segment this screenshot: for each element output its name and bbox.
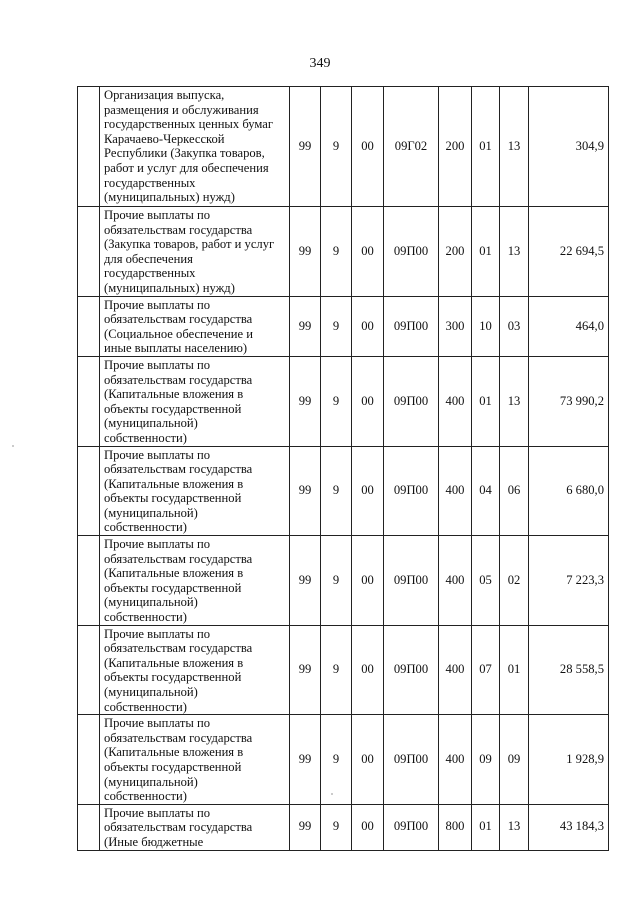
code-expense-type-cell: 400 [439, 625, 472, 715]
code-subsection-cell: 13 [500, 207, 529, 297]
table-row [78, 625, 609, 715]
code-subsection-cell: 06 [500, 446, 529, 536]
code-direction-cell: 09П00 [384, 446, 439, 536]
code-subprogram-cell: 9 [321, 536, 352, 626]
code-expense-type-cell: 800 [439, 804, 472, 850]
code-program-cell: 99 [290, 536, 321, 626]
code-group-cell: 00 [352, 715, 384, 805]
description-line: (муниципальной) [104, 595, 198, 610]
description-line: (Капитальные вложения в [104, 745, 244, 760]
amount-cell: 464,0 [529, 296, 609, 356]
scan-speck [331, 793, 333, 795]
code-expense-type-cell: 200 [439, 87, 472, 207]
description-line: Республики (Закупка товаров, [104, 146, 265, 161]
table-row [78, 715, 609, 805]
description-line: (Закупка товаров, работ и услуг [104, 237, 275, 252]
description-line: Прочие выплаты по [104, 537, 211, 552]
description-line: иные выплаты населению) [104, 341, 248, 356]
description-line: Прочие выплаты по [104, 357, 211, 372]
amount-cell: 43 184,3 [529, 804, 609, 850]
description-cell [100, 87, 290, 207]
description-line: государственных [104, 266, 196, 281]
code-subprogram-cell: 9 [321, 446, 352, 536]
description-cell [100, 296, 290, 356]
description-line: (Иные бюджетные [104, 834, 204, 849]
description-line: для обеспечения [104, 251, 193, 266]
description-line: Прочие выплаты по [104, 297, 211, 312]
description-line: собственности) [104, 430, 187, 445]
code-subprogram-cell: 9 [321, 87, 352, 207]
row-index-cell [78, 536, 100, 626]
code-expense-type-cell: 400 [439, 356, 472, 446]
table-row [78, 804, 609, 850]
budget-table [77, 86, 609, 851]
code-section-cell: 04 [472, 446, 500, 536]
code-direction-cell: 09Г02 [384, 87, 439, 207]
description-line: (Социальное обеспечение и [104, 326, 253, 341]
description-line: (Капитальные вложения в [104, 566, 244, 581]
code-subsection-cell: 03 [500, 296, 529, 356]
code-program-cell: 99 [290, 207, 321, 297]
code-group-cell: 00 [352, 625, 384, 715]
code-subprogram-cell: 9 [321, 715, 352, 805]
code-expense-type-cell: 400 [439, 446, 472, 536]
code-section-cell: 09 [472, 715, 500, 805]
code-expense-type-cell: 300 [439, 296, 472, 356]
code-section-cell: 01 [472, 87, 500, 207]
code-section-cell: 01 [472, 207, 500, 297]
code-group-cell: 00 [352, 446, 384, 536]
code-direction-cell: 09П00 [384, 356, 439, 446]
table-row [78, 446, 609, 536]
code-program-cell: 99 [290, 804, 321, 850]
description-line: собственности) [104, 610, 187, 625]
table-row [78, 207, 609, 297]
code-direction-cell: 09П00 [384, 207, 439, 297]
description-line: Прочие выплаты по [104, 208, 211, 222]
description-line: (Капитальные вложения в [104, 476, 244, 491]
description-line: объекты государственной [104, 580, 242, 595]
row-index-cell [78, 296, 100, 356]
code-subsection-cell: 02 [500, 536, 529, 626]
description-line: обязательствам государства [104, 730, 253, 745]
description-line: обязательствам государства [104, 641, 253, 656]
description-line: (муниципальных) нужд) [104, 280, 235, 295]
amount-cell: 6 680,0 [529, 446, 609, 536]
code-section-cell: 07 [472, 625, 500, 715]
code-section-cell: 05 [472, 536, 500, 626]
description-line: обязательствам государства [104, 820, 253, 835]
code-program-cell: 99 [290, 625, 321, 715]
description-line: государственных [104, 175, 196, 190]
row-index-cell [78, 446, 100, 536]
description-cell [100, 207, 290, 297]
page-number: 349 [309, 56, 331, 71]
description-line: обязательствам государства [104, 312, 253, 327]
code-subsection-cell: 13 [500, 87, 529, 207]
description-line: Организация выпуска, [104, 88, 225, 102]
code-subprogram-cell: 9 [321, 207, 352, 297]
description-line: Прочие выплаты по [104, 626, 211, 641]
code-subsection-cell: 13 [500, 804, 529, 850]
code-expense-type-cell: 200 [439, 207, 472, 297]
description-line: объекты государственной [104, 759, 242, 774]
amount-cell: 7 223,3 [529, 536, 609, 626]
amount-cell: 28 558,5 [529, 625, 609, 715]
amount-cell: 1 928,9 [529, 715, 609, 805]
code-subprogram-cell: 9 [321, 356, 352, 446]
description-line: собственности) [104, 789, 187, 804]
table-row [78, 356, 609, 446]
code-direction-cell: 09П00 [384, 715, 439, 805]
description-line: (муниципальной) [104, 505, 198, 520]
code-program-cell: 99 [290, 87, 321, 207]
code-group-cell: 00 [352, 296, 384, 356]
code-program-cell: 99 [290, 715, 321, 805]
code-subsection-cell: 09 [500, 715, 529, 805]
description-line: (муниципальной) [104, 416, 198, 431]
amount-cell: 73 990,2 [529, 356, 609, 446]
description-line: (Капитальные вложения в [104, 387, 244, 402]
code-subsection-cell: 13 [500, 356, 529, 446]
description-cell [100, 715, 290, 805]
code-direction-cell: 09П00 [384, 625, 439, 715]
code-subprogram-cell: 9 [321, 296, 352, 356]
description-line: объекты государственной [104, 670, 242, 685]
code-subsection-cell: 01 [500, 625, 529, 715]
code-section-cell: 01 [472, 804, 500, 850]
description-line: государственных ценных бумаг [104, 117, 274, 132]
table-row [78, 87, 609, 207]
description-line: собственности) [104, 520, 187, 535]
row-index-cell [78, 625, 100, 715]
description-line: размещения и обслуживания [104, 102, 259, 117]
code-subprogram-cell: 9 [321, 625, 352, 715]
description-line: объекты государственной [104, 491, 242, 506]
description-line: (муниципальной) [104, 685, 198, 699]
row-index-cell [78, 87, 100, 207]
description-line: обязательствам государства [104, 222, 253, 237]
code-subprogram-cell: 9 [321, 804, 352, 850]
description-line: Прочие выплаты по [104, 447, 211, 462]
description-line: обязательствам государства [104, 462, 253, 477]
description-line: (Капитальные вложения в [104, 655, 244, 670]
row-index-cell [78, 207, 100, 297]
code-expense-type-cell: 400 [439, 715, 472, 805]
code-direction-cell: 09П00 [384, 804, 439, 850]
code-group-cell: 00 [352, 536, 384, 626]
description-line: объекты государственной [104, 401, 242, 416]
description-line: обязательствам государства [104, 551, 253, 566]
code-group-cell: 00 [352, 804, 384, 850]
code-group-cell: 00 [352, 356, 384, 446]
description-line: Прочие выплаты по [104, 805, 211, 820]
description-line: Прочие выплаты по [104, 716, 211, 731]
description-line: работ и услуг для обеспечения [104, 160, 269, 175]
code-expense-type-cell: 400 [439, 536, 472, 626]
code-direction-cell: 09П00 [384, 296, 439, 356]
description-line: (муниципальной) [104, 774, 198, 789]
table-row [78, 536, 609, 626]
code-direction-cell: 09П00 [384, 536, 439, 626]
description-line: собственности) [104, 699, 187, 714]
code-group-cell: 00 [352, 207, 384, 297]
code-program-cell: 99 [290, 356, 321, 446]
description-cell [100, 446, 290, 536]
row-index-cell [78, 715, 100, 805]
code-program-cell: 99 [290, 296, 321, 356]
table-row [78, 296, 609, 356]
description-line: (муниципальных) нужд) [104, 190, 235, 205]
code-section-cell: 01 [472, 356, 500, 446]
amount-cell: 22 694,5 [529, 207, 609, 297]
description-cell [100, 536, 290, 626]
code-program-cell: 99 [290, 446, 321, 536]
row-index-cell [78, 356, 100, 446]
description-cell [100, 356, 290, 446]
amount-cell: 304,9 [529, 87, 609, 207]
scan-speck [12, 445, 14, 447]
row-index-cell [78, 804, 100, 850]
code-section-cell: 10 [472, 296, 500, 356]
description-cell [100, 625, 290, 715]
description-line: обязательствам государства [104, 372, 253, 387]
description-line: Карачаево-Черкесской [104, 131, 225, 146]
code-group-cell: 00 [352, 87, 384, 207]
description-cell [100, 804, 290, 850]
